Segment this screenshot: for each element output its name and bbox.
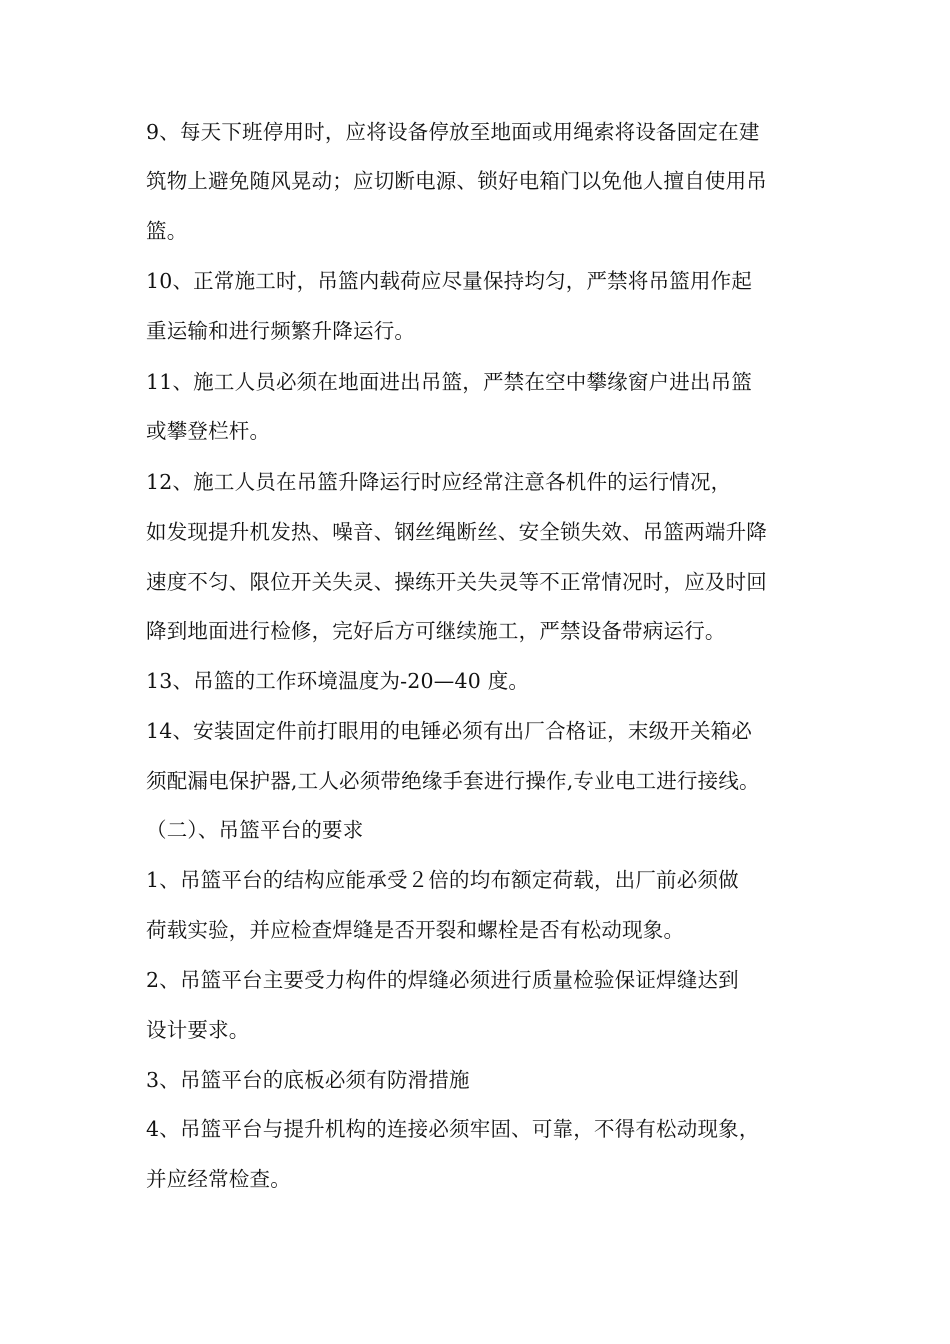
- text-line: 如发现提升机发热、噪音、钢丝绳断丝、安全锁失效、吊篮两端升降: [146, 520, 767, 544]
- text-line: 须配漏电保护器,工人必须带绝缘手套进行操作,专业电工进行接线。: [146, 769, 760, 793]
- text-line: 4、吊篮平台与提升机构的连接必须牢固、可靠，不得有松动现象，: [146, 1117, 760, 1141]
- text-line: 或攀登栏杆。: [146, 419, 271, 443]
- text-line: 设计要求。: [146, 1018, 250, 1042]
- text-line: 篮。: [146, 219, 188, 243]
- text-line: 降到地面进行检修，完好后方可继续施工，严禁设备带病运行。: [146, 619, 726, 643]
- text-line: 10、正常施工时，吊篮内载荷应尽量保持均匀，严禁将吊篮用作起: [146, 269, 753, 293]
- text-line: 13、吊篮的工作环境温度为-20—40 度。: [146, 669, 530, 693]
- text-line: 重运输和进行频繁升降运行。: [146, 319, 416, 343]
- section-heading: （二）、吊篮平台的要求: [146, 818, 364, 842]
- text-line: 2、吊篮平台主要受力构件的焊缝必须进行质量检验保证焊缝达到: [146, 968, 739, 992]
- text-line: 并应经常检查。: [146, 1167, 291, 1191]
- text-line: 3、吊篮平台的底板必须有防滑措施: [146, 1068, 470, 1092]
- text-line: 筑物上避免随风晃动；应切断电源、锁好电箱门以免他人擅自使用吊: [146, 169, 767, 193]
- text-line: 11、施工人员必须在地面进出吊篮，严禁在空中攀缘窗户进出吊篮: [146, 370, 753, 394]
- text-line: 9、每天下班停用时，应将设备停放至地面或用绳索将设备固定在建: [146, 120, 760, 144]
- text-line: 14、安装固定件前打眼用的电锤必须有出厂合格证，末级开关箱必: [146, 719, 753, 743]
- text-line: 荷载实验，并应检查焊缝是否开裂和螺栓是否有松动现象。: [146, 918, 685, 942]
- text-line: 1、吊篮平台的结构应能承受２倍的均布额定荷载，出厂前必须做: [146, 868, 739, 892]
- text-line: 速度不匀、限位开关失灵、操练开关失灵等不正常情况时，应及时回: [146, 570, 767, 594]
- text-line: 12、施工人员在吊篮升降运行时应经常注意各机件的运行情况，: [146, 470, 732, 494]
